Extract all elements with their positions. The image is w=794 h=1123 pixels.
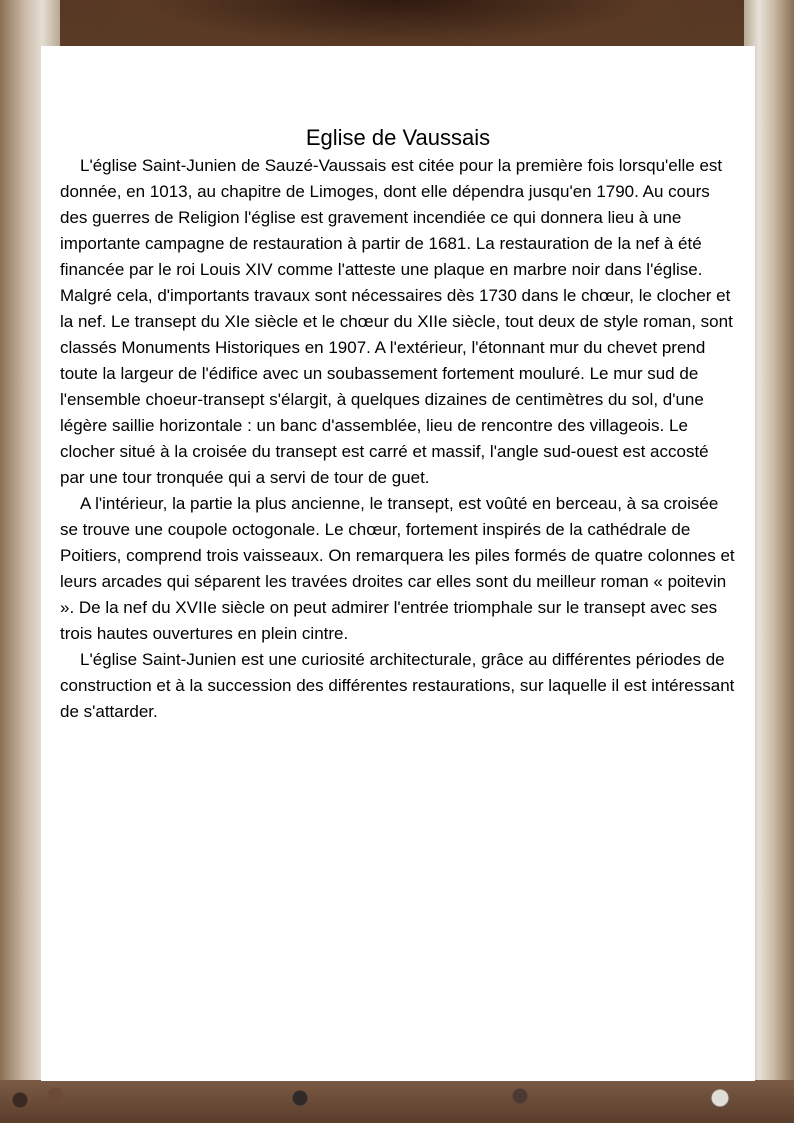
paragraph: L'église Saint-Junien est une curiosité architecturale, grâce au différentes périodes de construction et à la succession des différentes restaurations, sur laquelle il est intéressant de s'attarder. [60,650,735,721]
document-body [60,153,736,725]
document-title: Eglise de Vaussais [305,125,491,150]
paragraph: L'église Saint-Junien de Sauzé-Vaussais est citée pour la première fois lorsqu'elle est donnée, en 1013, au chapitre de Limoges, dont elle dépendra jusqu'en 1790. Au cours des guerres de Religion l'église est gravement incendiée ce qui donnera lieu à une importante campagne de restauration à partir de 1681. La restauration de la nef à été financée par le roi Louis XIV comme l'atteste une plaque en marbre noir dans l'église. Malgré cela, d'importants travaux sont nécessaires dès 1730 dans le chœur, le clocher et la nef. Le transept du XIe siècle et le chœur du XIIe siècle, tout deux de style roman, sont classés Monuments Historiques en 1907. A l'extérieur, l'étonnant mur du chevet prend toute la largeur de l'édifice avec un soubassement fortement mouluré. Le mur sud de l'ensemble choeur-transept s'élargit, à quelques dizaines de centimètres du sol, d'une légère saillie horizontale : un banc d'assemblée, lieu de rencontre des villageois. Le clocher situé à la croisée du transept est carré et massif, l'angle sud-ouest est accosté par une tour tronquée qui a servi de tour de guet. [60,156,733,487]
paragraph: A l'intérieur, la partie la plus ancienne, le transept, est voûté en berceau, à sa croisée se trouve une coupole octogonale. Le chœur, fortement inspirés de la cathédrale de Poitiers, comprend trois vaisseaux. On remarquera les piles formés de quatre colonnes et leurs arcades qui séparent les travées droites car elles sont du meilleur roman « poitevin ». De la nef du XVIIe siècle on peut admirer l'entrée triomphale sur le transept avec ses trois hautes ouvertures en plein cintre. [60,494,735,643]
congregation-crowd [0,1080,794,1123]
document-page [41,46,755,1081]
